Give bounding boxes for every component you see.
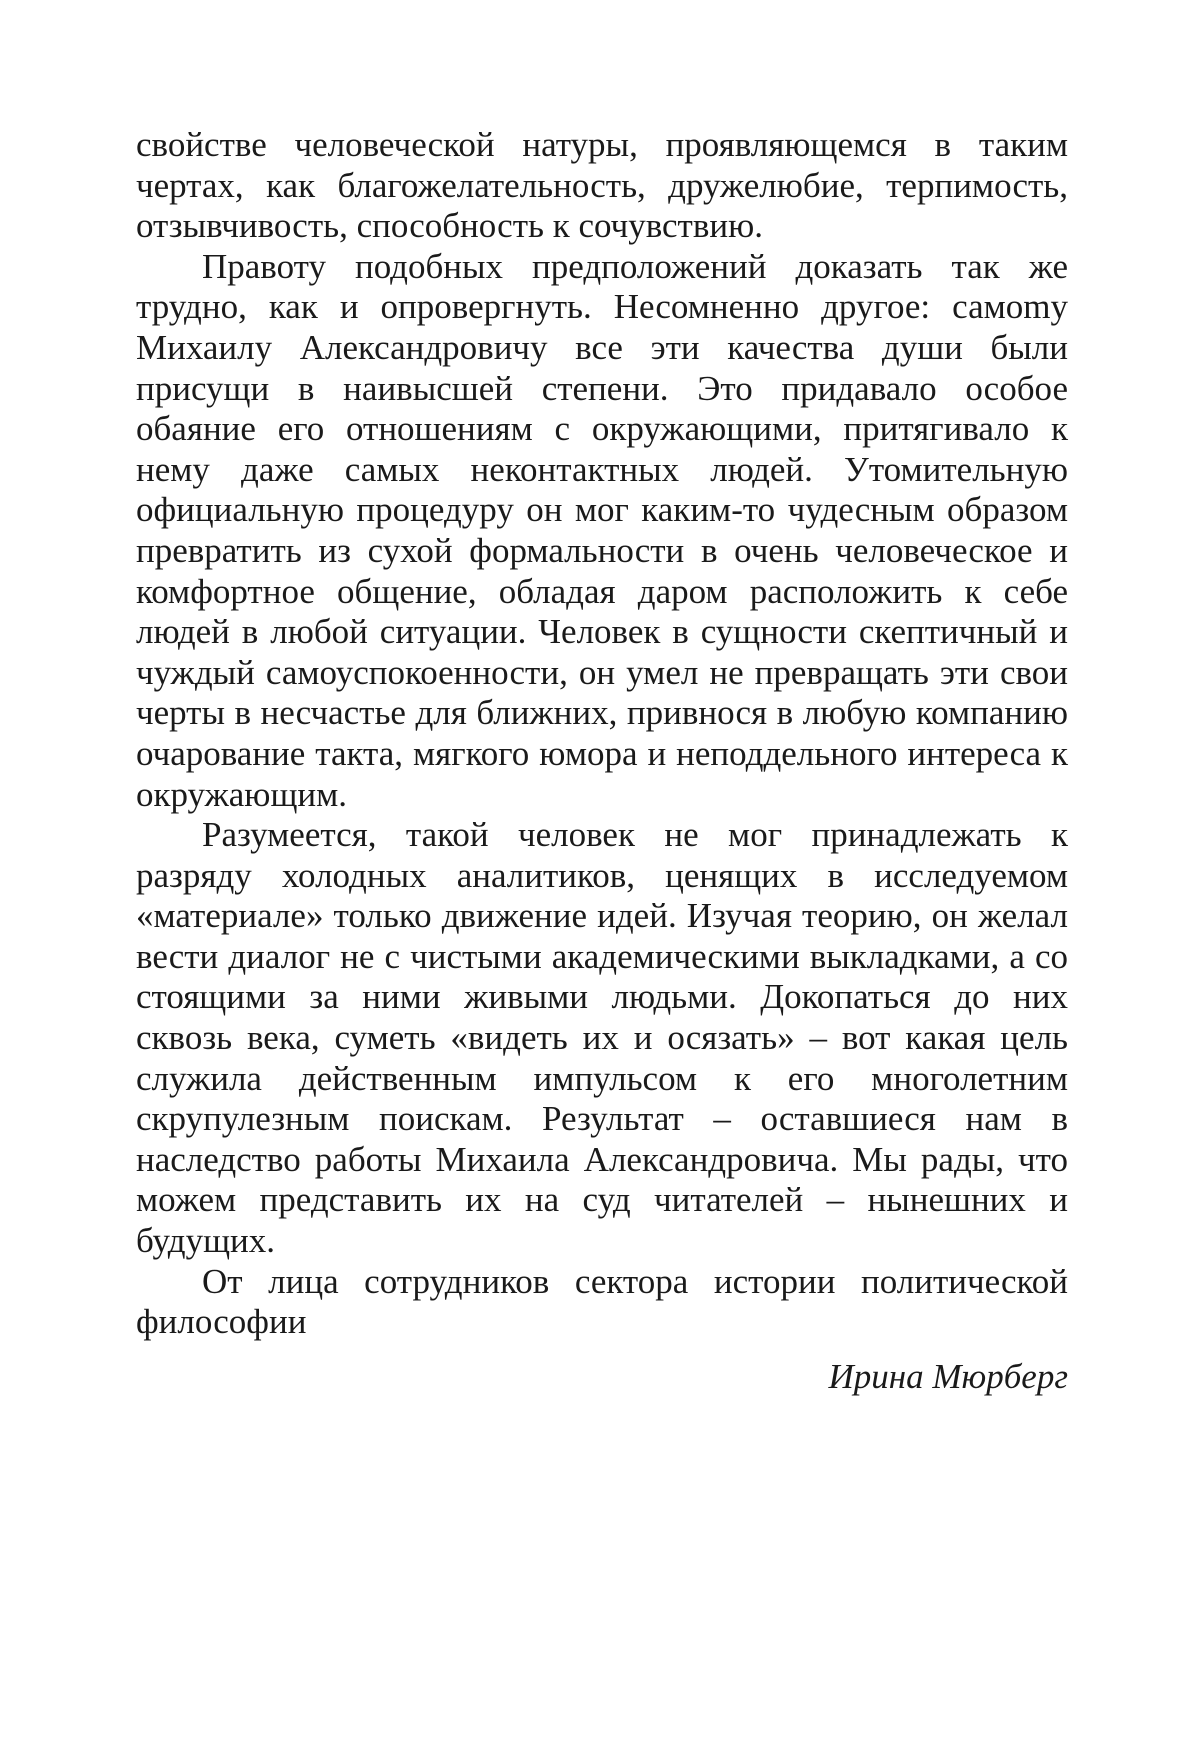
paragraph-continuation: свойстве человеческой натуры, проявляющемся в таким чертах, как благожелательность, дружелюбие, терпимость, отзывчивость, способность к сочувствию. — [136, 125, 1068, 246]
author-signature: Ирина Мюрберг — [828, 1356, 1068, 1396]
paragraph-pravotu: Правоту подобных предположений доказать так же трудно, как и опровергнуть. Несомненно другое: самоmу Михаилу Александровичу все эти качества души были присущи в наивысшей степени. Это придавало особое обаяние его отношениям с окружающими, притягивало к нему даже самых неконтактных людей. Утомительную официальную процедуру он мог каким-то чудесным образом превратить из сухой формальности в очень человеческое и комфортное общение, обладая даром расположить к себе людей в любой ситуации. Человек в сущности скептичный и чуждый самоуспокоенности, он умел не превращать эти свои черты в несчастье для ближних, привнося в любую компанию очарование такта, мягкого юмора и неподдельного интереса к окружающим. — [136, 246, 1068, 814]
body-text — [136, 125, 1068, 1397]
paragraph-razumeetsya: Разумеется, такой человек не мог принадлежать к разряду холодных аналитиков, ценящих в исследуемом «материале» только движение идей. Изучая теорию, он желал вести диалог не с чистыми академическими выкладками, а со стоящими за ними живыми людьми. Докопаться до них сквозь века, суметь «видеть их и осязать» – вот какая цель служила действенным импульсом к его многолетним скрупулезным поискам. Результат – оставшиеся нам в наследство работы Михаила Александровича. Мы рады, что можем представить их на суд читателей – нынешних и будущих. — [136, 815, 1068, 1261]
paragraph-attribution: От лица сотрудников сектора истории политической философии — [136, 1261, 1068, 1342]
